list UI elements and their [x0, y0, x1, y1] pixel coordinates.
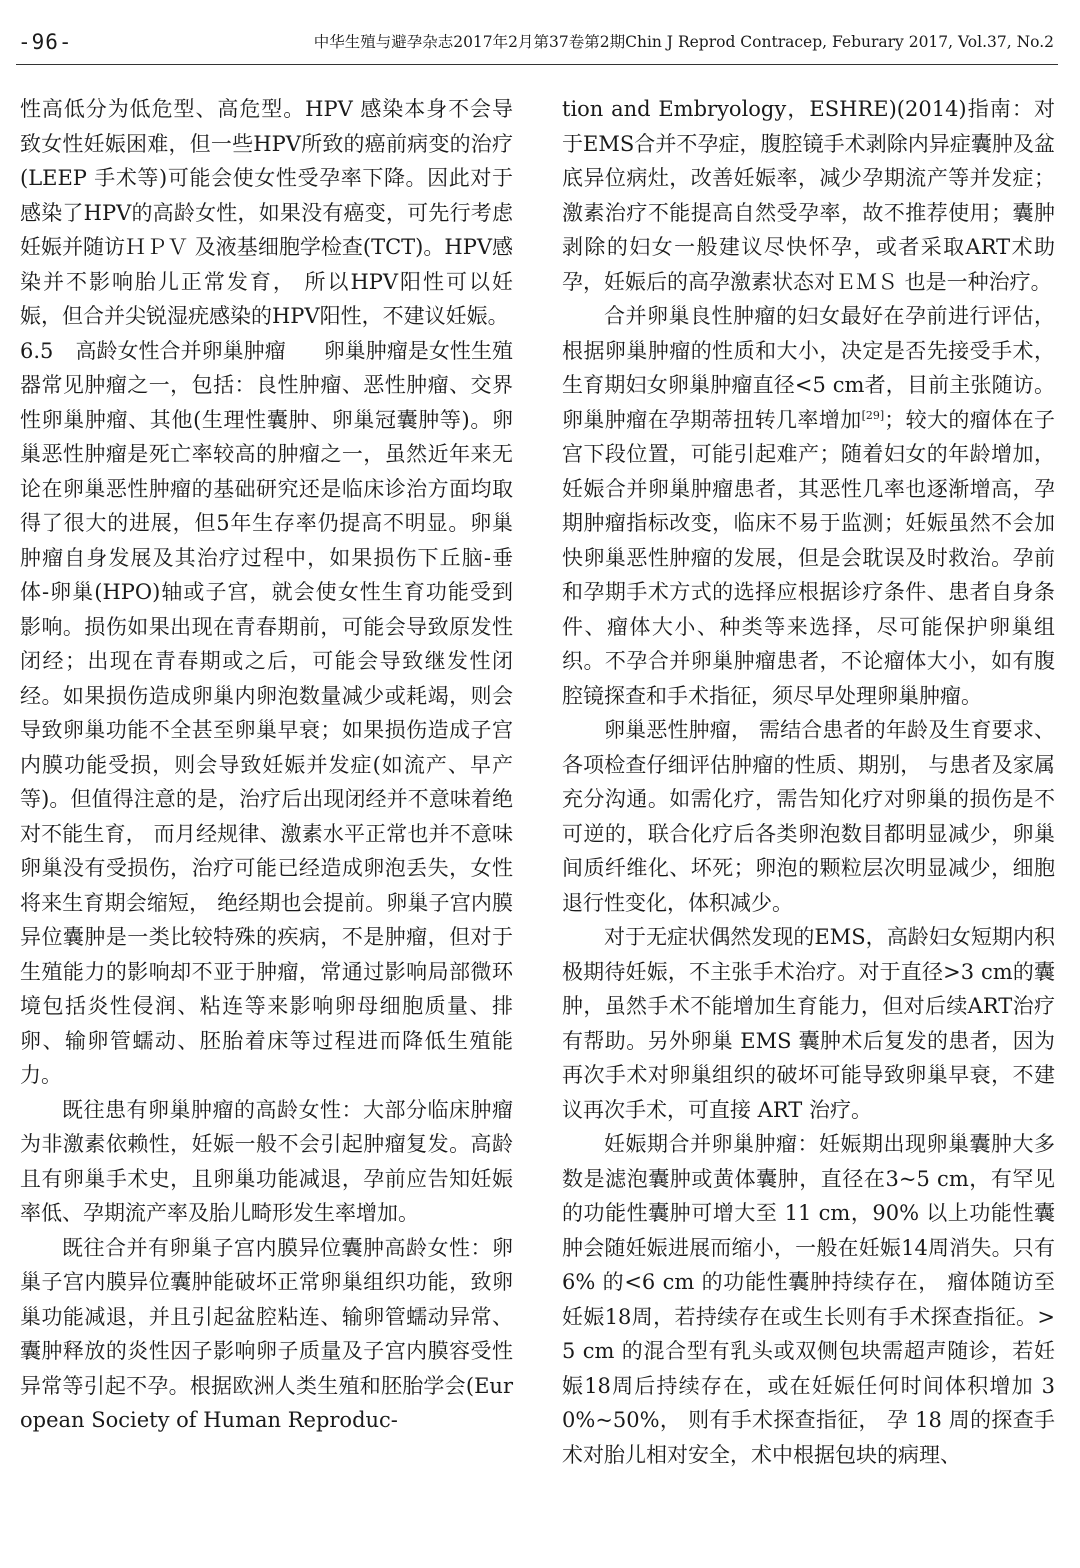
section-6-5-paragraph: [20, 334, 513, 1093]
citation-ref-29: [29]: [861, 408, 885, 422]
paragraph-prior-ovarian-tumor: 既往患有卵巢肿瘤的高龄女性：大部分临床肿瘤为非激素依赖性，妊娠一般不会引起肿瘤复发。高龄且有卵巢手术史，且卵巢功能减退，孕前应告知妊娠率低、孕期流产率及胎儿畸形发生率增加。: [20, 1097, 513, 1225]
paragraph-malignant-tumor: 卵巢恶性肿瘤， 需结合患者的年龄及生育要求、各项检查仔细评估肿瘤的性质、期别， 与患者及家属充分沟通。如需化疗，需告知化疗对卵巢的损伤是不可逆的，联合化疗后各类卵泡数目都明显减少，卵巢间质纤维化、坏死；卵泡的颗粒层次明显减少，细胞退行性变化，体积减少。: [562, 718, 1055, 915]
paragraph-asymptomatic-ems: 对于无症状偶然发现的EMS，高龄妇女短期内积极期待妊娠，不主张手术治疗。对于直径>3 cm的囊肿，虽然手术不能增加生育能力，但对后续ART治疗有帮助。另外卵巢 EMS 囊肿术后复发的患者，因为再次手术对卵巢组织的破坏可能导致卵巢早衰，不建议再次手术，可直接 ART 治疗。: [562, 925, 1055, 1122]
right-column: [562, 92, 1055, 1472]
journal-citation: 中华生殖与避孕杂志2017年2月第37卷第2期Chin J Reprod Contracep, Feburary 2017, Vol.37, No.2: [313, 33, 1054, 51]
section-title: 高龄女性合并卵巢肿瘤: [75, 338, 286, 363]
section-body-text: 卵巢肿瘤是女性生殖器常见肿瘤之一，包括：良性肿瘤、恶性肿瘤、交界性卵巢肿瘤、其他(生理性囊肿、卵巢冠囊肿等)。卵巢恶性肿瘤是死亡率较高的肿瘤之一，虽然近年来无论在卵巢恶性肿瘤的基础研究还是临床诊治方面均取得了很大的进展，但5年生存率仍提高不明显。卵巢肿瘤自身发展及其治疗过程中，如果损伤下丘脑-垂体-卵巢(HPO)轴或子宫，就会使女性生育功能受到影响。损伤如果出现在青春期前，可能会导致原发性闭经；出现在青春期或之后，可能会导致继发性闭经。如果损伤造成卵巢内卵泡数量减少或耗竭，则会导致卵巢功能不全甚至卵巢早衰；如果损伤造成子宫内膜功能受损，则会导致妊娠并发症(如流产、早产等)。但值得注意的是，治疗后出现闭经并不意味着绝对不能生育， 而月经规律、激素水平正常也并不意味卵巢没有受损伤，治疗可能已经造成卵泡丢失，女性将来生育期会缩短， 绝经期也会提前。卵巢子宫内膜异位囊肿是一类比较特殊的疾病，不是肿瘤，但对于生殖能力的影响却不亚于肿瘤，常通过影响局部微环境包括炎性侵润、粘连等来影响卵母细胞质量、排卵、输卵管蠕动、胚胎着床等过程进而降低生殖能力。: [20, 338, 513, 1087]
paragraph-benign-tumor: [562, 299, 1055, 713]
paragraph-hpv-continued: 性高低分为低危型、高危型。HPV 感染本身不会导致女性妊娠困难，但一些HPV所致的癌前病变的治疗(LEEP 手术等)可能会使女性受孕率下降。因此对于感染了HPV的高龄女性，如果没有癌变，可先行考虑妊娠并随访ＨＰＶ 及液基细胞学检查(TCT)。HPV感染并不影响胎儿正常发育， 所以HPV阳性可以妊娠，但合并尖锐湿疣感染的HPV阳性，不建议妊娠。: [20, 97, 513, 328]
page-number: -96-: [18, 30, 73, 54]
paragraph-eshre-guideline: tion and Embryology，ESHRE)(2014)指南：对于EMS合并不孕症，腹腔镜手术剥除内异症囊肿及盆底异位病灶，改善妊娠率，减少孕期流产等并发症；激素治疗不能提高自然受孕率，故不推荐使用；囊肿剥除的妇女一般建议尽快怀孕，或者采取ART术助孕，妊娠后的高孕激素状态对ＥＭＳ 也是一种治疗。: [562, 97, 1055, 294]
header-divider: [16, 64, 1058, 65]
left-column: [20, 92, 513, 1438]
paragraph-pregnancy-ovarian-tumor: 妊娠期合并卵巢肿瘤：妊娠期出现卵巢囊肿大多数是滤泡囊肿或黄体囊肿，直径在3~5 cm，有罕见的功能性囊肿可增大至 11 cm，90% 以上功能性囊肿会随妊娠进展而缩小，一般在妊娠14周消失。只有 6% 的<6 cm 的功能性囊肿持续存在， 瘤体随访至妊娠18周，若持续存在或生长则有手术探查指征。>5 cm 的混合型有乳头或双侧包块需超声随诊，若妊娠18周后持续存在，或在妊娠任何时间体积增加 30%~50%， 则有手术探查指征， 孕 18 周的探查手术对胎儿相对安全，术中根据包块的病理、: [562, 1132, 1055, 1467]
section-number: 6.5: [20, 338, 54, 363]
page-header: [0, 0, 1080, 72]
paragraph-text: ；较大的瘤体在子宫下段位置，可能引起难产；随着妇女的年龄增加，妊娠合并卵巢肿瘤患者，其恶性几率也逐渐增高，孕期肿瘤指标改变，临床不易于监测；妊娠虽然不会加快卵巢恶性肿瘤的发展，但是会耽误及时救治。孕前和孕期手术方式的选择应根据诊疗条件、患者自身条件、瘤体大小、种类等来选择，尽可能保护卵巢组织。不孕合并卵巢肿瘤患者，不论瘤体大小，如有腹腔镜探查和手术指征，须尽早处理卵巢肿瘤。: [562, 407, 1056, 708]
paragraph-prior-endometrioma: 既往合并有卵巢子宫内膜异位囊肿高龄女性：卵巢子宫内膜异位囊肿能破坏正常卵巢组织功能，致卵巢功能减退，并且引起盆腔粘连、输卵管蠕动异常、囊肿释放的炎性因子影响卵子质量及子宫内膜容受性异常等引起不孕。根据欧洲人类生殖和胚胎学会(European Society of Human Reproduc-: [20, 1235, 513, 1432]
paragraph-text: 合并卵巢良性肿瘤的妇女最好在孕前进行评估，根据卵巢肿瘤的性质和大小，决定是否先接受手术，生育期妇女卵巢肿瘤直径<5 cm者，目前主张随访。卵巢肿瘤在孕期蒂扭转几率增加: [562, 304, 1055, 432]
